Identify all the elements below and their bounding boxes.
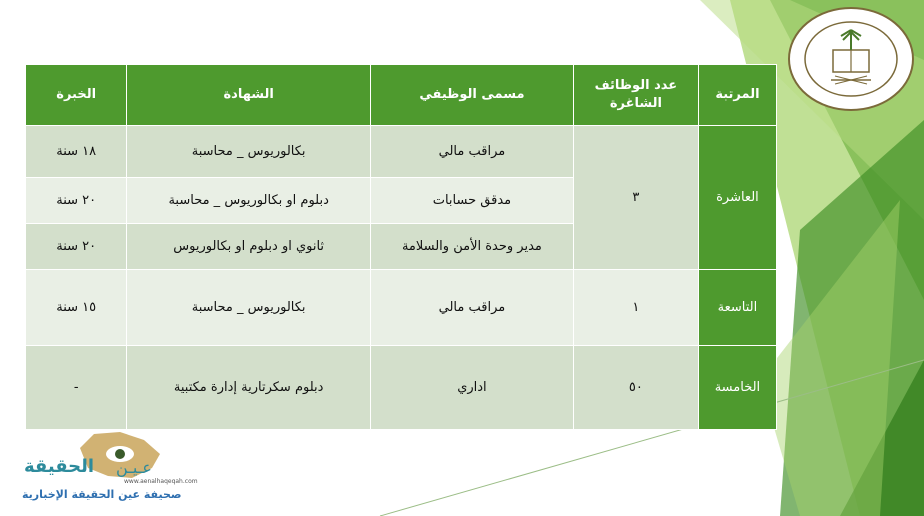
header-certificate: الشهادة: [127, 65, 371, 126]
cell-title: مراقب مالي: [371, 270, 574, 346]
cell-rank: العاشرة: [698, 126, 776, 270]
cell-experience: ١٨ سنة: [26, 126, 127, 178]
header-vacancies: عدد الوظائف الشاغرة: [573, 65, 698, 126]
header-experience: الخبرة: [26, 65, 127, 126]
cell-rank: الخامسة: [698, 346, 776, 430]
cell-vacancies: ١: [573, 270, 698, 346]
audit-bureau-seal-logo: [787, 6, 915, 112]
logo-eye-text: عـيـن: [116, 458, 152, 477]
cell-certificate: بكالوريوس _ محاسبة: [127, 126, 371, 178]
cell-certificate: دبلوم سكرتارية إدارة مكتبية: [127, 346, 371, 430]
cell-title: مراقب مالي: [371, 126, 574, 178]
header-title: مسمى الوظيفي: [371, 65, 574, 126]
news-site-logo: [20, 430, 210, 508]
vacancies-table: [25, 64, 777, 430]
cell-experience: ٢٠ سنة: [26, 224, 127, 270]
cell-certificate: بكالوريوس _ محاسبة: [127, 270, 371, 346]
table-row: [26, 270, 777, 346]
logo-name: الحقيقة: [24, 456, 95, 477]
cell-experience: ٢٠ سنة: [26, 178, 127, 224]
cell-title: اداري: [371, 346, 574, 430]
cell-title: مدقق حسابات: [371, 178, 574, 224]
cell-rank: التاسعة: [698, 270, 776, 346]
table-row: [26, 346, 777, 430]
cell-vacancies: ٣: [573, 126, 698, 270]
table-row: [26, 126, 777, 178]
logo-url: www.aenalhaqeqah.com: [124, 478, 198, 485]
cell-vacancies: ٥٠: [573, 346, 698, 430]
header-rank: المرتبة: [698, 65, 776, 126]
cell-title: مدير وحدة الأمن والسلامة: [371, 224, 574, 270]
cell-certificate: ثانوي او دبلوم او بكالوريوس: [127, 224, 371, 270]
cell-experience: ١٥ سنة: [26, 270, 127, 346]
cell-certificate: دبلوم او بكالوريوس _ محاسبة: [127, 178, 371, 224]
cell-experience: -: [26, 346, 127, 430]
logo-subtitle: صحيفة عين الحقيقة الإخبارية: [22, 488, 182, 501]
